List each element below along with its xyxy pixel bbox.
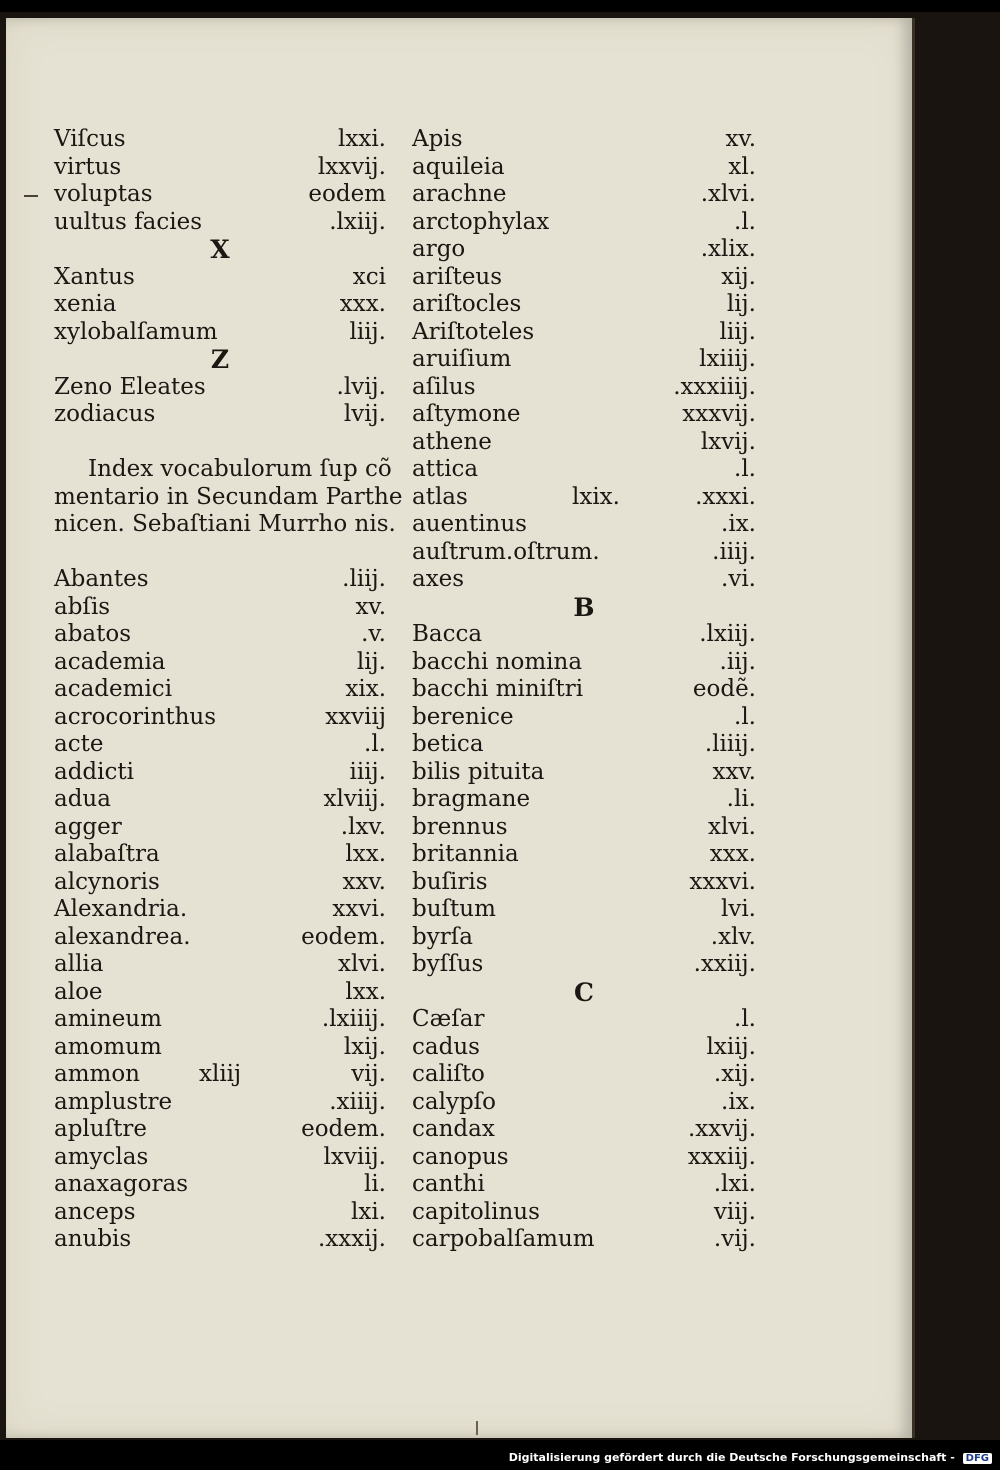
- entry-word: candax: [412, 1116, 495, 1142]
- entry-word: zodiacus: [54, 401, 156, 427]
- entry-word: adua: [54, 786, 111, 812]
- entry-page-reference: xl.: [728, 153, 756, 180]
- index-entry: [54, 1226, 386, 1254]
- scan-frame: [0, 12, 1000, 1440]
- index-entry: [54, 704, 386, 732]
- index-entry: [54, 319, 386, 347]
- index-entry: [412, 1199, 756, 1227]
- entry-word: Cæſar: [412, 1006, 485, 1032]
- entry-word: Apis: [412, 126, 463, 152]
- entry-page-reference: xlvi.: [708, 813, 756, 840]
- entry-word: bragmane: [412, 786, 531, 812]
- book-page: [6, 18, 915, 1438]
- entry-page-reference: eodem: [308, 181, 386, 207]
- digitization-footer: [509, 1451, 992, 1464]
- entry-page-reference: .xlvi.: [700, 181, 756, 207]
- index-entry: [412, 429, 756, 457]
- entry-alt-reference: xliij: [199, 1061, 242, 1087]
- entry-word: byſſus: [412, 951, 484, 977]
- entry-page-reference: lxi.: [351, 1198, 386, 1225]
- entry-page-reference: .lxiij.: [699, 621, 756, 647]
- index-entry: [412, 456, 756, 484]
- entry-word: aloe: [54, 978, 103, 1005]
- index-entry: [412, 181, 756, 209]
- page-mark: [476, 1421, 478, 1435]
- index-entry: [412, 1006, 756, 1034]
- entry-page-reference: lxiiij.: [699, 346, 756, 372]
- index-entry: [54, 1089, 386, 1117]
- entry-word: Ariſtoteles: [412, 318, 535, 345]
- entry-word: xylobalſamum: [54, 318, 218, 345]
- index-entry: [412, 511, 756, 539]
- entry-page-reference: lvi.: [720, 896, 756, 922]
- entry-word: buſtum: [412, 896, 496, 922]
- entry-page-reference: xxxvi.: [689, 868, 756, 895]
- entry-word: aquileia: [412, 153, 505, 180]
- entry-page-reference: .iiij.: [712, 538, 756, 565]
- index-entry: [412, 649, 756, 677]
- entry-word: carpobalſamum: [412, 1226, 595, 1252]
- section-letter: X: [210, 235, 230, 264]
- index-entry: [54, 374, 386, 402]
- entry-page-reference: .v.: [361, 621, 386, 647]
- entry-word: caliſto: [412, 1061, 485, 1087]
- entry-word: Xantus: [54, 263, 135, 290]
- entry-page-reference: lxvij.: [700, 428, 756, 455]
- index-entry: [54, 1034, 386, 1062]
- entry-page-reference: lxij.: [343, 1033, 386, 1060]
- entry-page-reference: vij.: [351, 1061, 386, 1087]
- entry-page-reference: .lxiiij.: [321, 1006, 386, 1032]
- index-entry: [54, 951, 386, 979]
- entry-page-reference: .xxvij.: [687, 1116, 756, 1142]
- margin-mark: [24, 195, 38, 197]
- entry-page-reference: lxxi.: [338, 126, 386, 152]
- entry-word: agger: [54, 813, 122, 840]
- index-entry: [412, 484, 756, 512]
- index-entry: [412, 566, 756, 594]
- entry-page-reference: xv.: [725, 126, 756, 152]
- entry-page-reference: eodem.: [301, 923, 386, 950]
- entry-page-reference: lij.: [356, 648, 386, 675]
- index-entry: [412, 126, 756, 154]
- index-entry: [412, 1226, 756, 1254]
- index-entry: [412, 319, 756, 347]
- entry-word: anubis: [54, 1226, 132, 1252]
- index-entry: [412, 924, 756, 952]
- entry-word: ammon: [54, 1061, 140, 1087]
- entry-page-reference: .l.: [734, 1006, 756, 1032]
- entry-page-reference: .l.: [734, 456, 756, 482]
- entry-word: amineum: [54, 1006, 162, 1032]
- entry-page-reference: li.: [363, 1171, 386, 1197]
- entry-word: alcynoris: [54, 868, 160, 895]
- entry-page-reference: xix.: [345, 676, 386, 702]
- entry-page-reference: .xij.: [713, 1061, 756, 1087]
- entry-word: alexandrea.: [54, 923, 191, 950]
- index-entry: [54, 1144, 386, 1172]
- index-entry: [412, 951, 756, 979]
- entry-word: amomum: [54, 1033, 162, 1060]
- index-entry: [54, 676, 386, 704]
- index-entry: [412, 704, 756, 732]
- index-entry: [54, 731, 386, 759]
- entry-word: apluſtre: [54, 1116, 147, 1142]
- index-entry: [412, 759, 756, 787]
- section-letter: B: [573, 592, 595, 622]
- index-entry: [412, 1034, 756, 1062]
- index-entry: [54, 841, 386, 869]
- entry-word: academici: [54, 676, 173, 702]
- entry-word: uultus facies: [54, 208, 203, 235]
- entry-page-reference: .iij.: [719, 648, 756, 675]
- section-letter: Z: [210, 345, 230, 374]
- spacer: [54, 539, 386, 567]
- index-entry: [412, 786, 756, 814]
- index-entry: [54, 154, 386, 182]
- entry-word: abatos: [54, 621, 132, 647]
- index-entry: [412, 1089, 756, 1117]
- index-entry: [412, 731, 756, 759]
- entry-word: aruiſium: [412, 346, 512, 372]
- entry-page-reference: .lxiij.: [329, 208, 386, 235]
- entry-page-reference: xxxvij.: [682, 401, 756, 427]
- index-entry: [54, 759, 386, 787]
- index-entry: [54, 1116, 386, 1144]
- entry-word: argo: [412, 236, 466, 262]
- entry-word: xenia: [54, 291, 117, 317]
- entry-word: capitolinus: [412, 1198, 540, 1225]
- entry-page-reference: xxxiij.: [687, 1143, 756, 1170]
- index-entry: [412, 539, 756, 567]
- entry-word: aſtymone: [412, 401, 521, 427]
- index-entry: [54, 786, 386, 814]
- entry-page-reference: xij.: [721, 263, 756, 290]
- entry-word: addicti: [54, 758, 134, 785]
- index-entry: [54, 181, 386, 209]
- entry-word: aſilus: [412, 373, 476, 400]
- entry-page-reference: lxxvij.: [317, 153, 386, 180]
- entry-page-reference: xv.: [355, 593, 386, 620]
- entry-word: Viſcus: [54, 126, 126, 152]
- entry-page-reference: liij.: [349, 318, 386, 345]
- entry-page-reference: .xxxij.: [317, 1226, 386, 1252]
- index-entry: [54, 1199, 386, 1227]
- entry-page-reference: .xlv.: [710, 923, 756, 950]
- index-entry: [412, 1171, 756, 1199]
- index-heading-line: mentario in Secundam Parthe: [54, 483, 403, 510]
- entry-word: bacchi nomina: [412, 648, 583, 675]
- entry-page-reference: .ix.: [721, 511, 756, 537]
- entry-word: amplustre: [54, 1088, 173, 1115]
- index-entry: [54, 896, 386, 924]
- entry-word: abſis: [54, 593, 111, 620]
- dfg-logo: DFG: [963, 1453, 992, 1464]
- entry-word: arachne: [412, 181, 507, 207]
- index-entry: [412, 209, 756, 237]
- entry-word: amyclas: [54, 1143, 149, 1170]
- entry-page-reference: xxviij: [325, 703, 386, 730]
- index-entry: [54, 209, 386, 237]
- entry-page-reference: .lvij.: [336, 373, 386, 400]
- index-entry: [54, 264, 386, 292]
- index-entry: [54, 291, 386, 319]
- section-letter: C: [574, 977, 594, 1007]
- entry-word: ariſtocles: [412, 291, 522, 317]
- index-entry: [54, 621, 386, 649]
- entry-page-reference: xxvi.: [332, 896, 386, 922]
- entry-page-reference: lvij.: [343, 401, 386, 427]
- entry-page-reference: .xiiij.: [329, 1088, 386, 1115]
- entry-page-reference: lxiij.: [706, 1033, 756, 1060]
- entry-word: voluptas: [54, 181, 153, 207]
- entry-page-reference: xci: [352, 263, 386, 290]
- entry-page-reference: .xxiij.: [693, 951, 756, 977]
- entry-word: betica: [412, 731, 484, 757]
- entry-word: anaxagoras: [54, 1171, 189, 1197]
- entry-word: allia: [54, 951, 104, 977]
- index-heading-line: Index vocabulorum ſup cõ: [88, 456, 392, 482]
- entry-word: calypſo: [412, 1088, 497, 1115]
- entry-page-reference: xxv.: [342, 868, 386, 895]
- index-entry: [412, 1061, 756, 1089]
- index-entry: [412, 291, 756, 319]
- right-column: [412, 126, 756, 1254]
- entry-word: auſtrum.oſtrum.: [412, 538, 600, 565]
- index-entry: [412, 869, 756, 897]
- index-entry: [54, 649, 386, 677]
- entry-alt-reference: lxix.: [572, 483, 620, 510]
- entry-page-reference: .xxxiiij.: [673, 373, 756, 400]
- index-entry: [412, 676, 756, 704]
- entry-page-reference: .xxxi.: [695, 483, 756, 510]
- index-entry: [412, 841, 756, 869]
- index-entry: [412, 814, 756, 842]
- entry-word: acte: [54, 731, 104, 757]
- index-heading-line: nicen. Sebaſtiani Murrho nis.: [54, 511, 396, 537]
- entry-word: Alexandria.: [54, 896, 188, 922]
- entry-word: canopus: [412, 1143, 509, 1170]
- index-entry: [412, 374, 756, 402]
- entry-page-reference: .xlix.: [700, 236, 756, 262]
- entry-word: Bacca: [412, 621, 483, 647]
- index-entry: [412, 401, 756, 429]
- index-entry: [54, 1006, 386, 1034]
- index-entry: [54, 126, 386, 154]
- index-entry: [412, 346, 756, 374]
- entry-page-reference: .vij.: [713, 1226, 756, 1252]
- index-entry: [54, 1061, 386, 1089]
- index-entry: [412, 264, 756, 292]
- entry-page-reference: .vi.: [721, 566, 756, 592]
- entry-word: buſiris: [412, 868, 488, 895]
- footer-text: Digitalisierung gefördert durch die Deutsche Forschungsgemeinschaft -: [508, 1451, 955, 1464]
- entry-word: auentinus: [412, 511, 527, 537]
- entry-page-reference: .liiij.: [704, 731, 756, 757]
- entry-word: virtus: [54, 153, 122, 180]
- entry-page-reference: xlvi.: [338, 951, 386, 977]
- entry-word: arctophylax: [412, 208, 550, 235]
- entry-page-reference: eodem.: [301, 1116, 386, 1142]
- index-entry: [412, 1144, 756, 1172]
- entry-page-reference: .ix.: [721, 1088, 756, 1115]
- index-entry: [54, 869, 386, 897]
- entry-word: academia: [54, 648, 166, 675]
- entry-page-reference: xxv.: [712, 758, 756, 785]
- index-entry: [54, 979, 386, 1007]
- entry-word: athene: [412, 428, 492, 455]
- index-entry: [54, 814, 386, 842]
- entry-word: alabaſtra: [54, 841, 160, 867]
- entry-page-reference: .l.: [734, 208, 756, 235]
- entry-word: cadus: [412, 1033, 480, 1060]
- index-entry: [412, 1116, 756, 1144]
- entry-word: axes: [412, 566, 465, 592]
- entry-word: attica: [412, 456, 479, 482]
- index-entry: [412, 896, 756, 924]
- index-entry: [54, 401, 386, 429]
- entry-page-reference: liij.: [719, 318, 756, 345]
- entry-page-reference: xxx.: [339, 291, 386, 317]
- entry-page-reference: xlviij.: [323, 786, 386, 812]
- entry-word: brennus: [412, 813, 508, 840]
- entry-page-reference: viij.: [713, 1198, 756, 1225]
- entry-page-reference: xxx.: [709, 841, 756, 867]
- entry-word: atlas: [412, 483, 468, 510]
- entry-page-reference: lxviij.: [323, 1143, 386, 1170]
- entry-word: Zeno Eleates: [54, 373, 206, 400]
- index-entry: [412, 236, 756, 264]
- entry-word: acrocorinthus: [54, 703, 216, 730]
- entry-word: Abantes: [54, 566, 149, 592]
- spacer: [54, 429, 386, 457]
- entry-page-reference: .lxi.: [713, 1171, 756, 1197]
- entry-word: berenice: [412, 703, 514, 730]
- index-entry: [54, 924, 386, 952]
- index-entry: [54, 1171, 386, 1199]
- entry-page-reference: .liij.: [342, 566, 386, 592]
- entry-page-reference: lij.: [726, 291, 756, 317]
- left-column: [54, 126, 403, 1254]
- entry-page-reference: .l.: [364, 731, 386, 757]
- entry-word: britannia: [412, 841, 519, 867]
- entry-word: byrſa: [412, 923, 473, 950]
- entry-word: ariſteus: [412, 263, 503, 290]
- index-entry: [54, 566, 386, 594]
- entry-page-reference: lxx.: [345, 978, 386, 1005]
- entry-page-reference: eodẽ.: [692, 676, 756, 702]
- entry-page-reference: .li.: [726, 786, 756, 812]
- index-entry: [412, 621, 756, 649]
- entry-word: bacchi miniſtri: [412, 676, 584, 702]
- entry-page-reference: .l.: [734, 703, 756, 730]
- entry-page-reference: iiij.: [349, 758, 386, 785]
- entry-word: anceps: [54, 1198, 136, 1225]
- entry-word: canthi: [412, 1171, 485, 1197]
- entry-page-reference: lxx.: [345, 841, 386, 867]
- entry-word: bilis pituita: [412, 758, 545, 785]
- index-entry: [412, 154, 756, 182]
- index-entry: [54, 594, 386, 622]
- entry-page-reference: .lxv.: [340, 813, 386, 840]
